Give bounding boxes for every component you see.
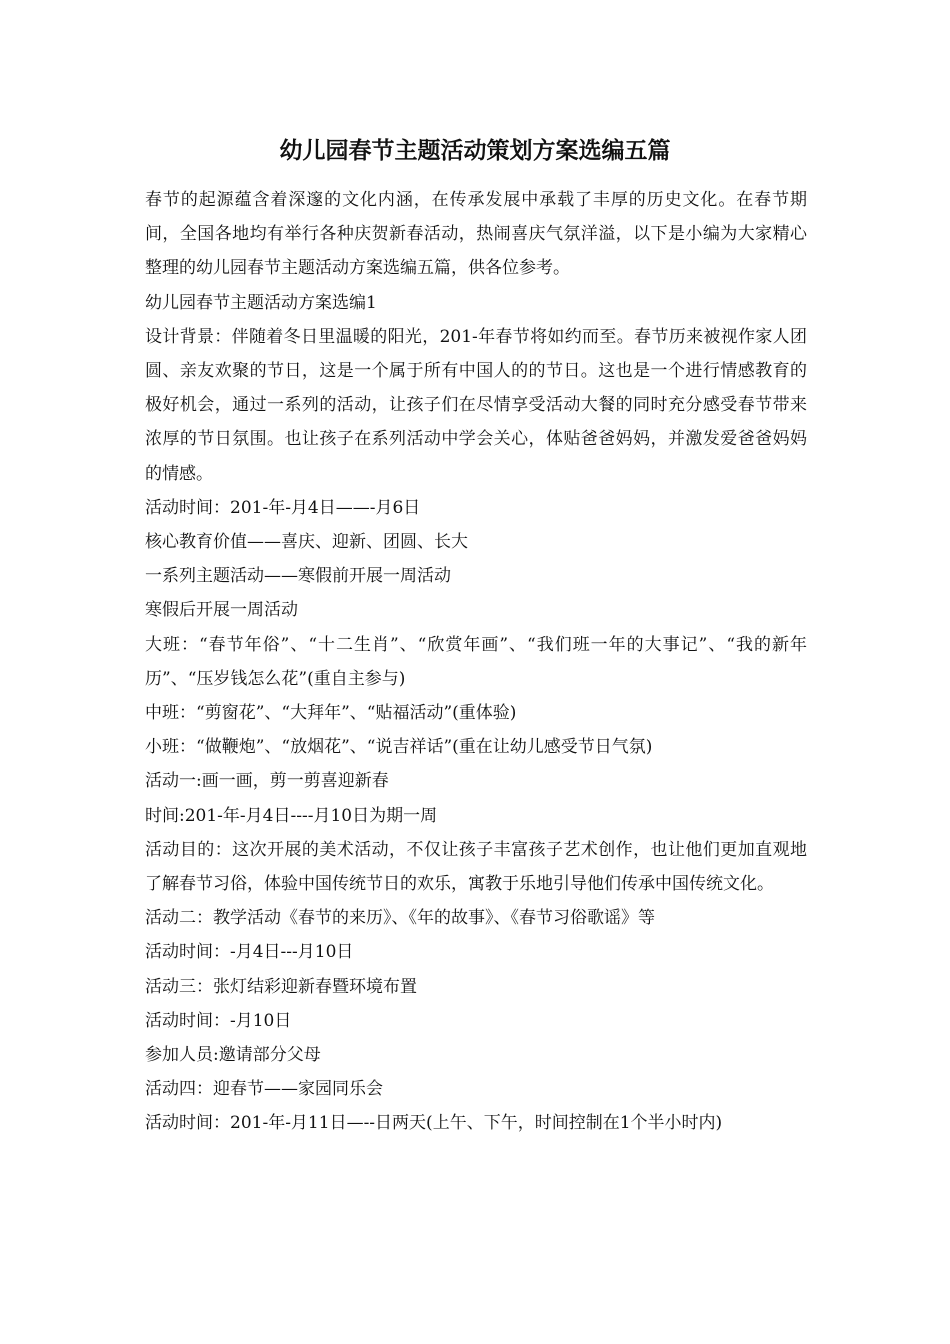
activity-purpose-paragraph: 活动目的：这次开展的美术活动，不仅让孩子丰富孩子艺术创作，也让他们更加直观地了解春节习俗，体验中国传统节日的欢乐，寓教于乐地引导他们传承中国传统文化。 — [145, 839, 807, 895]
middle-class-line: 中班：“剪窗花”、“大拜年”、“贴福活动”(重体验) — [145, 703, 517, 724]
junior-class-line: 小班：“做鞭炮”、“放烟花”、“说吉祥话”(重在让幼儿感受节日气氛) — [145, 737, 653, 758]
activity-three-line: 活动三：张灯结彩迎新春暨环境布置 — [145, 976, 417, 997]
senior-class-paragraph: 大班：“春节年俗”、“十二生肖”、“欣赏年画”、“我们班一年的大事记”、“我的新年历”、“压岁钱怎么花”(重自主参与) — [145, 634, 807, 689]
after-holiday-line: 寒假后开展一周活动 — [145, 600, 298, 621]
core-value-line: 核心教育价值——喜庆、迎新、团圆、长大 — [145, 532, 468, 553]
theme-activities-line: 一系列主题活动——寒假前开展一周活动 — [145, 566, 451, 587]
document-title: 幼儿园春节主题活动策划方案选编五篇 — [279, 137, 671, 164]
activity-three-time-line: 活动时间：-月10日 — [145, 1010, 292, 1031]
activity-four-time-line: 活动时间：201-年-月11日—--日两天(上午、下午，时间控制在1个半小时内) — [145, 1113, 723, 1134]
activity-one-time-line: 时间:201-年-月4日----月10日为期一周 — [145, 805, 438, 826]
intro-paragraph: 春节的起源蕴含着深邃的文化内涵，在传承发展中承载了丰厚的历史文化。在春节期间，全国各地均有举行各种庆贺新春活动，热闹喜庆气氛洋溢，以下是小编为大家精心整理的幼儿园春节主题活动方案选编五篇，供各位参考。 — [145, 190, 807, 279]
document-body — [145, 183, 807, 1141]
activity-two-time-line: 活动时间：-月4日---月10日 — [145, 942, 354, 963]
design-background-paragraph: 设计背景：伴随着冬日里温暖的阳光，201-年春节将如约而至。春节历来被视作家人团圆、亲友欢聚的节日，这是一个属于所有中国人的的节日。这也是一个进行情感教育的极好机会，通过一系列的活动，让孩子们在尽情享受活动大餐的同时充分感受春节带来浓厚的节日氛围。也让孩子在系列活动中学会关心，体贴爸爸妈妈，并激发爱爸爸妈妈的情感。 — [145, 326, 807, 484]
activity-four-line: 活动四：迎春节——家园同乐会 — [145, 1079, 383, 1100]
participants-line: 参加人员:邀请部分父母 — [145, 1045, 321, 1066]
activity-one-line: 活动一:画一画，剪一剪喜迎新春 — [145, 771, 389, 792]
activity-two-line: 活动二：教学活动《春节的来历》、《年的故事》、《春节习俗歌谣》等 — [145, 908, 655, 929]
activity-time-line: 活动时间：201-年-月4日——-月6日 — [145, 497, 421, 518]
section-heading: 幼儿园春节主题活动方案选编1 — [145, 292, 377, 313]
